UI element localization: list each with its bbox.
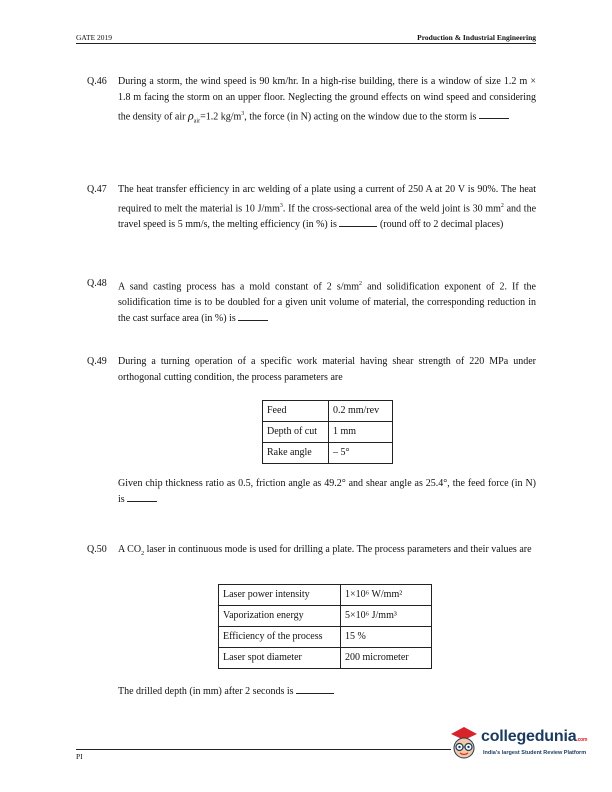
param-name: Laser power intensity (219, 585, 341, 606)
question-number: Q.46 (87, 76, 107, 87)
graduate-mascot-icon (447, 722, 481, 766)
param-name: Rake angle (263, 443, 329, 464)
question-50-outro: The drilled depth (in mm) after 2 seconds is (87, 684, 536, 700)
question-text: A sand casting process has a mold constant of 2 $s/mm^2$ and solidification exponent of 2. If the solidification time is to be doubled for a given unit volume of material, the corresponding reduction in the cast surface area (in %) is (118, 281, 536, 325)
table-row (219, 648, 432, 669)
param-name: Vaporization energy (219, 606, 341, 627)
question-text: The heat transfer efficiency in arc welding of a plate using a current of 250 A at 20 V is 90%. The heat required to melt the material is 10 $J/mm^3$. If the cross-sectional area of the weld joint is 30 $mm^2$ and the travel speed is 5 mm/s, the melting efficiency (in %) is (round off to 2 decimal places) (118, 184, 537, 231)
question-number: Q.48 (87, 278, 107, 289)
header-rule (76, 43, 536, 44)
collegedunia-logo (447, 722, 597, 772)
param-name: Feed (263, 401, 329, 422)
question-number: Q.49 (87, 356, 107, 367)
answer-blank (238, 311, 268, 321)
question-intro: A $CO_2$ laser in continuous mode is used for drilling a plate. The process parameters and their values are (118, 544, 532, 557)
table-row (263, 401, 393, 422)
answer-blank (339, 217, 377, 227)
question-46 (87, 74, 536, 129)
question-number: Q.47 (87, 184, 107, 195)
rho-symbol: ρ (187, 108, 194, 123)
table-row (219, 585, 432, 606)
param-value: 5×10⁶ J/mm³ (341, 606, 432, 627)
footer-rule (76, 749, 451, 750)
question-intro: During a turning operation of a specific work material having shear strength of 220 MPa under orthogonal cutting condition, the process parameters are (118, 356, 536, 383)
logo-tagline: India's largest Student Review Platform (483, 750, 587, 756)
logo-wordmark: collegedunia (481, 728, 577, 745)
question-text: During a storm, the wind speed is 90 km/hr. In a high-rise building, there is a window of size 1.2 m × 1.8 m facing the storm on an upper floor. Neglecting the ground effects on wind speed and considering the density of air $\rho_{air}=1.2$ $kg/m^3$, the force (in N) acting on the window due to the storm is (118, 76, 536, 125)
answer-blank (479, 109, 509, 119)
logo-tld: .com (576, 737, 588, 743)
table-row (219, 627, 432, 648)
table-row (263, 443, 393, 464)
param-name: Laser spot diameter (219, 648, 341, 669)
table-row (263, 422, 393, 443)
param-value: 0.2 mm/rev (329, 401, 393, 422)
param-name: Efficiency of the process (219, 627, 341, 648)
question-47 (87, 182, 536, 233)
question-49-outro: Given chip thickness ratio as 0.5, friction angle as 49.2° and shear angle as 25.4°, the feed force (in N) is (118, 478, 536, 505)
question-48 (87, 276, 536, 327)
laser-parameters-table (218, 584, 432, 669)
answer-blank (127, 492, 157, 502)
param-value: 15 % (341, 627, 432, 648)
footer-paper-code: PI (76, 752, 83, 761)
table-row (219, 606, 432, 627)
question-number: Q.50 (87, 544, 107, 555)
process-parameters-table (262, 400, 393, 464)
param-value: 1 mm (329, 422, 393, 443)
answer-blank (296, 684, 334, 694)
param-value: 200 micrometer (341, 648, 432, 669)
header-paper-title: Production & Industrial Engineering (417, 33, 536, 42)
question-50 (87, 542, 536, 562)
param-value: 1×10⁶ W/mm² (341, 585, 432, 606)
header-exam-title: GATE 2019 (76, 33, 113, 42)
param-name: Depth of cut (263, 422, 329, 443)
question-49 (87, 354, 536, 386)
param-value: – 5° (329, 443, 393, 464)
